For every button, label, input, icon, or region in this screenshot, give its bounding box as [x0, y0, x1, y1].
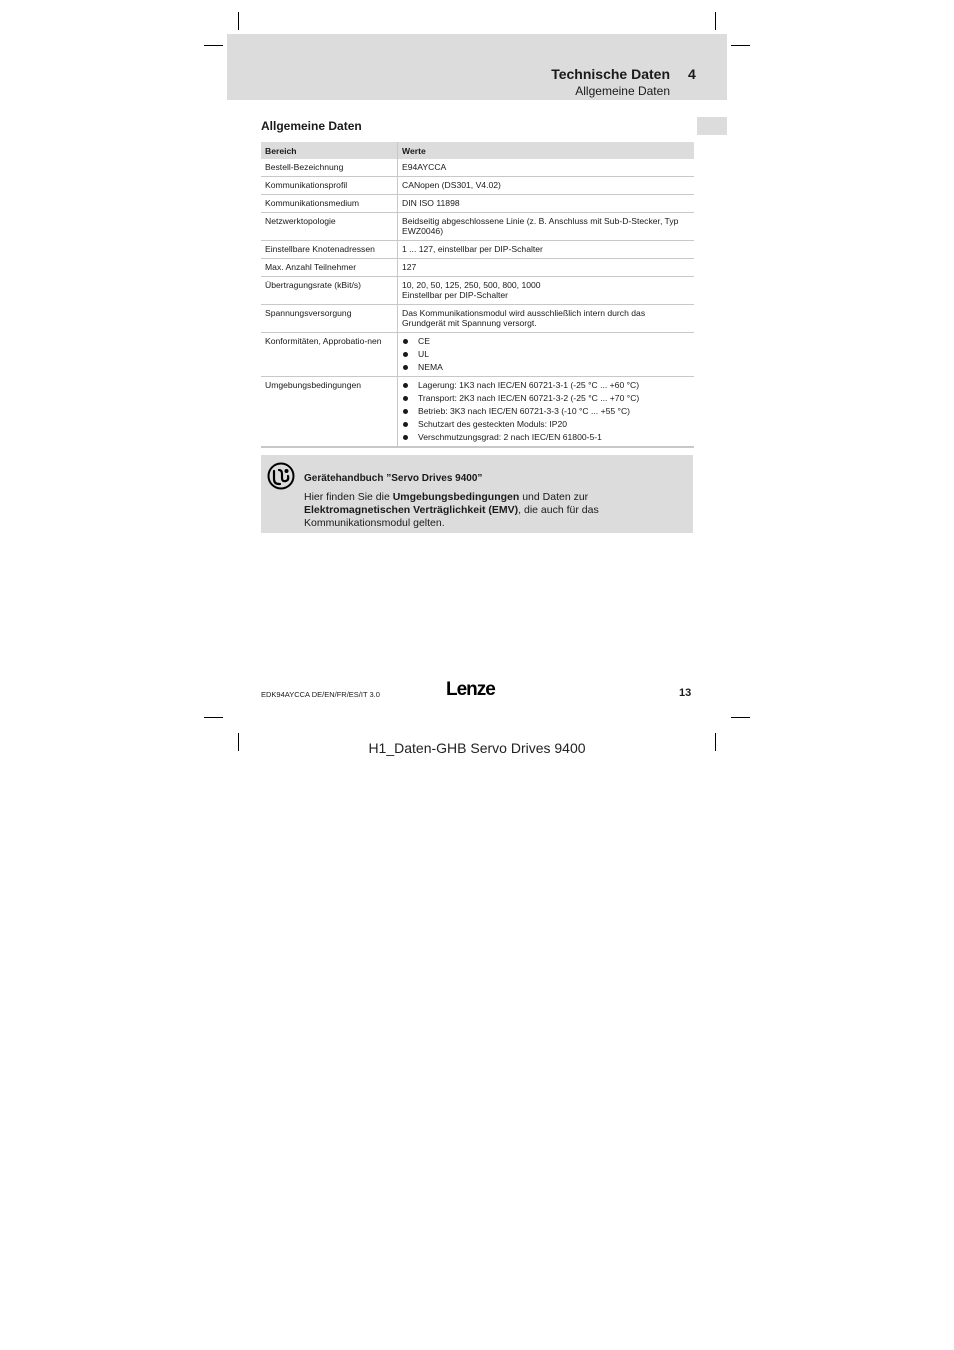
file-caption: H1_Daten-GHB Servo Drives 9400	[368, 740, 586, 756]
list-item: NEMA	[402, 362, 690, 372]
column-header-werte: Werte	[398, 142, 695, 159]
chapter-title: Technische Daten	[551, 66, 670, 82]
table-row	[261, 333, 694, 377]
section-title: Allgemeine Daten	[261, 119, 362, 133]
row-label: Spannungsversorgung	[261, 305, 398, 333]
list-item: Lagerung: 1K3 nach IEC/EN 60721-3-1 (-25 °C ... +60 °C)	[402, 380, 690, 390]
crop-mark	[238, 12, 239, 30]
row-label: Übertragungsrate (kBit/s)	[261, 277, 398, 305]
table-header-row	[261, 142, 694, 159]
crop-mark	[731, 717, 750, 718]
list-item: Verschmutzungsgrad: 2 nach IEC/EN 61800-5-1	[402, 432, 690, 442]
list-item: Betrieb: 3K3 nach IEC/EN 60721-3-3 (-10 °C ... +55 °C)	[402, 406, 690, 416]
chapter-subtitle: Allgemeine Daten	[575, 84, 670, 98]
list-item: Schutzart des gesteckten Moduls: IP20	[402, 419, 690, 429]
row-value: Das Kommunikationsmodul wird ausschließlich intern durch das Grundgerät mit Spannung versorgt.	[398, 305, 695, 333]
table-row	[261, 305, 694, 333]
row-label: Max. Anzahl Teilnehmer	[261, 259, 398, 277]
row-value	[398, 333, 695, 377]
bullet-icon	[403, 422, 408, 427]
bullet-icon	[403, 409, 408, 414]
row-label: Netzwerktopologie	[261, 213, 398, 241]
table-row	[261, 159, 694, 177]
row-label: Kommunikationsmedium	[261, 195, 398, 213]
row-value: 127	[398, 259, 695, 277]
table-row	[261, 259, 694, 277]
row-value: CANopen (DS301, V4.02)	[398, 177, 695, 195]
chapter-number: 4	[688, 66, 696, 82]
row-value	[398, 277, 695, 305]
table-row	[261, 177, 694, 195]
bullet-icon	[403, 365, 408, 370]
page-number: 13	[679, 687, 692, 699]
table-row	[261, 195, 694, 213]
document-code: EDK94AYCCA DE/EN/FR/ES/IT 3.0	[261, 690, 380, 699]
row-value: 1 ... 127, einstellbar per DIP-Schalter	[398, 241, 695, 259]
row-label: Einstellbare Knotenadressen	[261, 241, 398, 259]
spec-table	[261, 142, 694, 448]
table-row	[261, 277, 694, 305]
column-header-bereich: Bereich	[261, 142, 398, 159]
row-label: Kommunikationsprofil	[261, 177, 398, 195]
bullet-icon	[403, 396, 408, 401]
list-item: Transport: 2K3 nach IEC/EN 60721-3-2 (-25 °C ... +70 °C)	[402, 393, 690, 403]
row-value: Beidseitig abgeschlossene Linie (z. B. Anschluss mit Sub-D-Stecker, Typ EWZ0046)	[398, 213, 695, 241]
bullet-icon	[403, 339, 408, 344]
note-title: Gerätehandbuch ”Servo Drives 9400”	[304, 473, 483, 484]
list-item: CE	[402, 336, 690, 346]
row-value: E94AYCCA	[398, 159, 695, 177]
row-label: Konformitäten, Approbatio-nen	[261, 333, 398, 377]
crop-mark	[731, 45, 750, 46]
list-item: UL	[402, 349, 690, 359]
reference-note	[261, 455, 693, 533]
row-value: DIN ISO 11898	[398, 195, 695, 213]
bullet-icon	[403, 383, 408, 388]
table-row	[261, 377, 694, 448]
table-row	[261, 241, 694, 259]
row-value-line: 10, 20, 50, 125, 250, 500, 800, 1000	[402, 280, 541, 290]
row-value-line: Einstellbar per DIP-Schalter	[402, 290, 509, 300]
crop-mark	[204, 717, 223, 718]
bullet-list	[402, 380, 690, 442]
chapter-tab	[697, 117, 727, 135]
bullet-icon	[403, 352, 408, 357]
crop-mark	[715, 12, 716, 30]
row-value	[398, 377, 695, 448]
row-label: Bestell-Bezeichnung	[261, 159, 398, 177]
bullet-list	[402, 336, 690, 372]
lenze-logo: Lenze	[446, 679, 495, 700]
crop-mark	[204, 45, 223, 46]
manual-reference-icon	[267, 462, 295, 490]
note-text: Hier finden Sie die Umgebungsbedingungen und Daten zur Elektromagnetischen Verträglichkeit (EMV), die auch für das Kommunikationsmodul gelten.	[304, 491, 599, 529]
table-row	[261, 213, 694, 241]
bullet-icon	[403, 435, 408, 440]
row-label: Umgebungsbedingungen	[261, 377, 398, 448]
